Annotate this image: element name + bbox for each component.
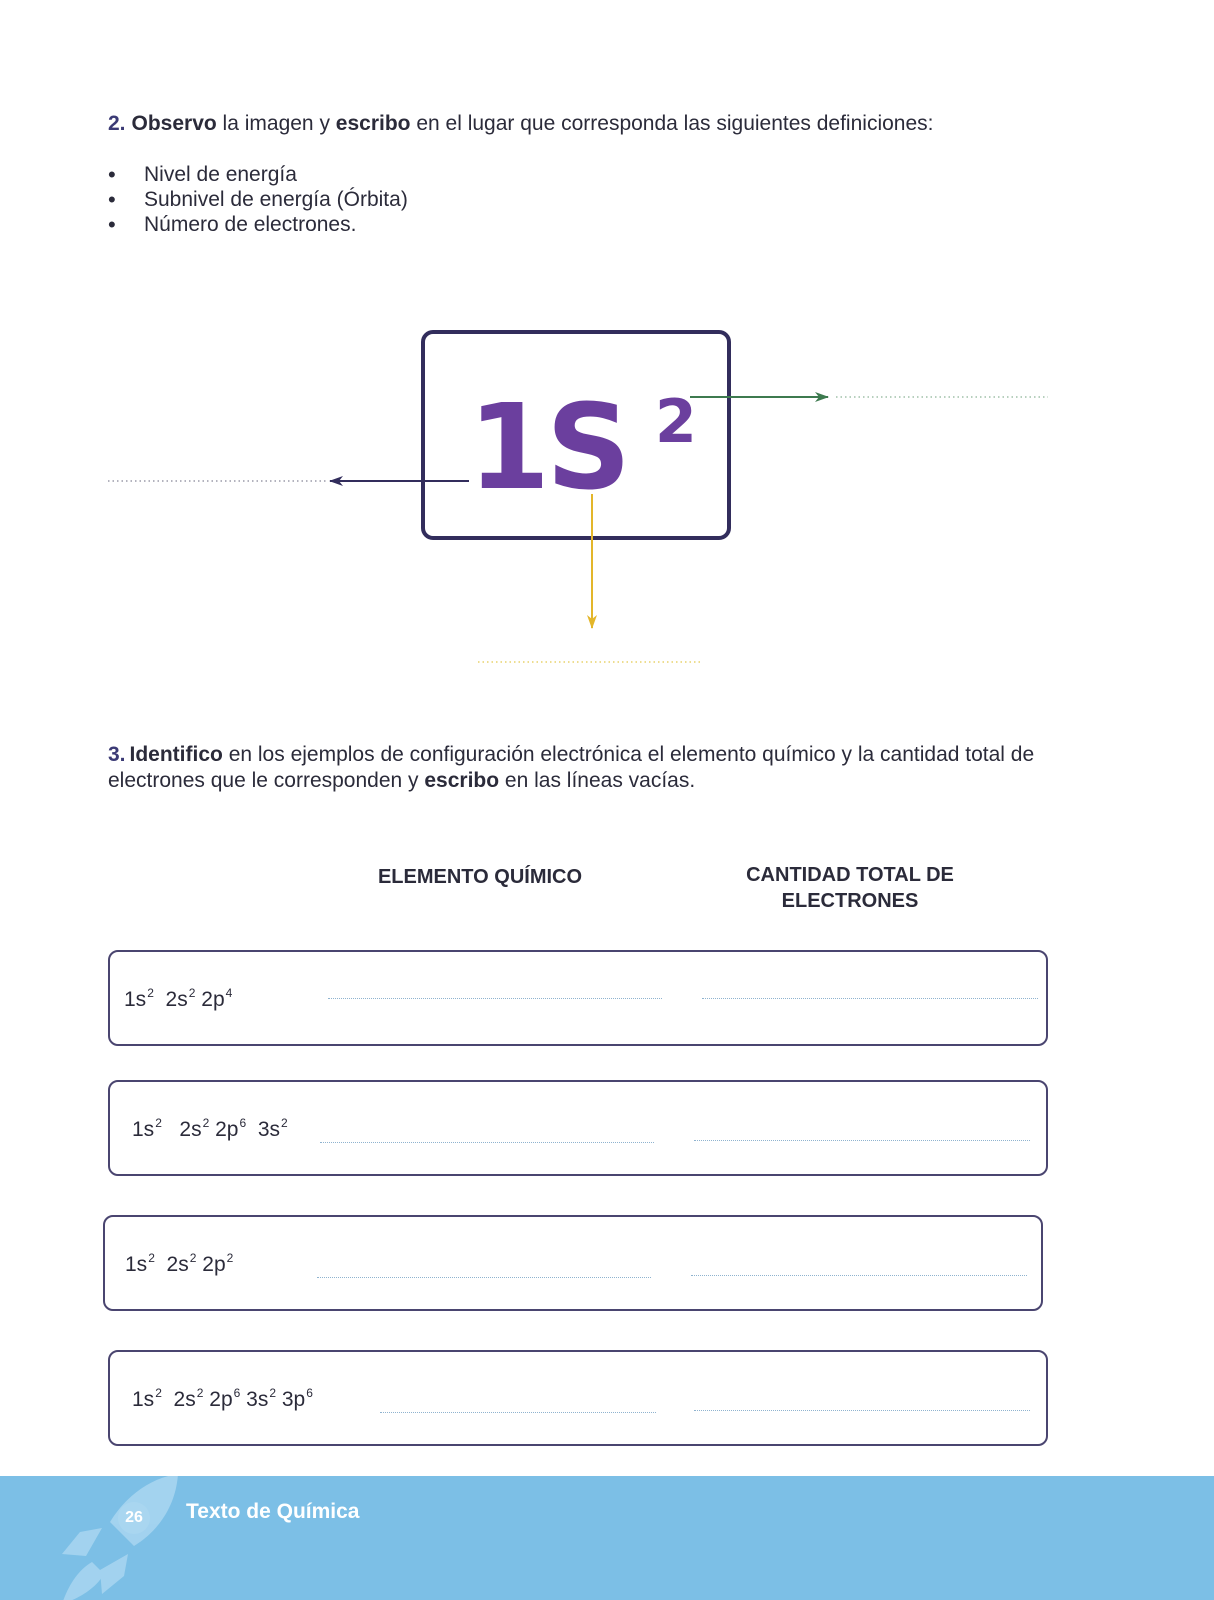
prompt-text: en las líneas vacías. — [499, 769, 696, 792]
definition-item: • Nivel de energía — [108, 162, 408, 187]
question-number: 3. — [108, 743, 126, 766]
bold-verb-identifico: Identifico — [129, 743, 223, 766]
column-header-electrons — [700, 862, 1000, 914]
column-header-element: ELEMENTO QUÍMICO — [377, 866, 583, 888]
prompt-text: en el lugar que corresponda las siguientes definiciones: — [410, 112, 934, 135]
rocket-icon — [40, 1476, 190, 1600]
column-header-line: CANTIDAD TOTAL DE — [746, 864, 954, 886]
question-number: 2. — [108, 112, 126, 135]
electron-configuration: $1s^2$ $2s^2$ $2p^6$ $3s^2$ — [132, 1116, 288, 1141]
page-footer — [0, 1476, 1214, 1600]
electrons-answer-line[interactable] — [694, 1410, 1030, 1411]
electron-configuration: $1s^2$ $2s^2$ $2p^6$ $3s^2$ $3p^6$ — [132, 1386, 313, 1411]
notation-main: 1S — [468, 378, 628, 516]
notation-superscript: 2 — [655, 387, 697, 457]
electrons-answer-line[interactable] — [691, 1275, 1027, 1276]
prompt-text: en los ejemplos de configuración electrónica el elemento químico y la cantidad total de electrones que le corresponden y — [108, 743, 1035, 792]
column-header-line: ELECTRONES — [781, 890, 919, 912]
electron-configuration: $1s^2$ $2s^2$ $2p^4$ — [124, 986, 233, 1011]
bold-verb-escribo: escribo — [424, 769, 500, 792]
question-3-prompt — [108, 742, 1068, 794]
bold-verb-escribo: escribo — [335, 112, 411, 135]
page-number: 26 — [118, 1502, 150, 1534]
electrons-answer-line[interactable] — [702, 998, 1038, 999]
table-row — [108, 950, 1048, 1046]
electrons-answer-line[interactable] — [694, 1140, 1030, 1141]
element-answer-line[interactable] — [380, 1412, 656, 1413]
definition-item: • Subnivel de energía (Órbita) — [108, 187, 408, 212]
electron-configuration: $1s^2$ $2s^2$ $2p^2$ — [125, 1251, 234, 1276]
electron-config-diagram — [0, 0, 1214, 700]
element-answer-line[interactable] — [328, 998, 662, 999]
prompt-text: la imagen y — [216, 112, 336, 135]
element-answer-line[interactable] — [317, 1277, 651, 1278]
definition-item: • Número de electrones. — [108, 212, 408, 237]
book-title: Texto de Química — [186, 1500, 360, 1523]
bold-verb-observo: Observo — [131, 112, 217, 135]
element-answer-line[interactable] — [320, 1142, 654, 1143]
table-row — [108, 1350, 1048, 1446]
table-row — [103, 1215, 1043, 1311]
table-row — [108, 1080, 1048, 1176]
